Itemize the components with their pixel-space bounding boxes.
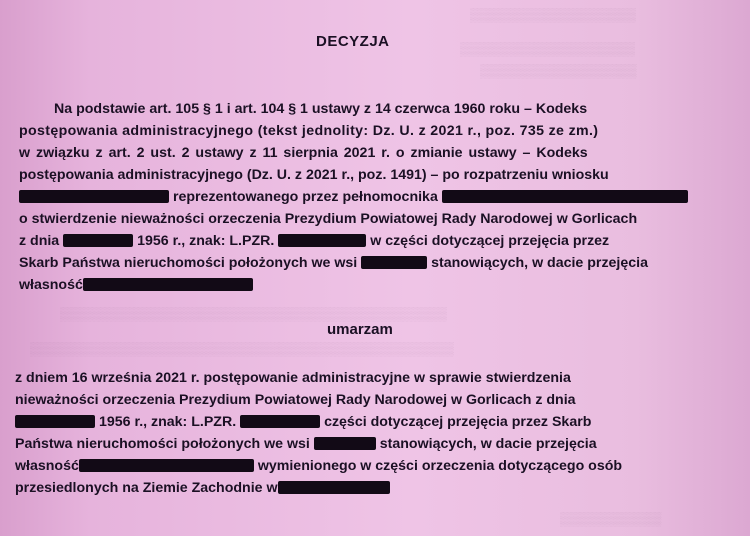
paragraph1-text: w części dotyczącej przejęcia przez <box>370 233 610 249</box>
paragraph2-line5 <box>15 458 622 475</box>
paragraph2-text: własność <box>15 458 79 474</box>
paragraph2-line3 <box>15 414 591 431</box>
paragraph1-line4: postępowania administracyjnego (Dz. U. z 2021 r., poz. 1491) – po rozpatrzeniu wniosku <box>19 167 609 183</box>
redaction-block <box>278 234 366 247</box>
bleed-through-text: ▒▒▒▒▒▒▒▒▒▒▒ <box>560 511 662 526</box>
document-title: DECYZJA <box>316 33 390 50</box>
paragraph1-line2: postępowania administracyjnego (tekst jednolity: Dz. U. z 2021 r., poz. 735 ze zm.) <box>19 123 599 139</box>
paragraph1-line6: o stwierdzenie nieważności orzeczenia Prezydium Powiatowej Rady Narodowej w Gorlicach <box>19 211 638 227</box>
paragraph1-text: z dnia <box>19 233 60 249</box>
redaction-block <box>83 278 253 291</box>
bleed-through-text: ▒▒▒▒▒▒▒▒▒▒▒▒▒▒▒▒▒ <box>480 63 637 78</box>
decision-word: umarzam <box>327 321 393 338</box>
redaction-block <box>15 415 95 428</box>
bleed-through-text: ▒▒▒▒▒▒▒▒▒▒▒▒▒▒▒▒▒▒▒▒▒▒▒▒▒▒▒▒▒▒▒▒▒▒▒▒▒▒▒▒▒▒ <box>60 306 447 321</box>
paragraph1-text: reprezentowanego przez pełnomocnika <box>172 189 438 205</box>
redaction-block <box>19 190 169 203</box>
paragraph1-line3: w związku z art. 2 ust. 2 ustawy z 11 sierpnia 2021 r. o zmianie ustawy – Kodeks <box>19 145 588 161</box>
paragraph2-text: stanowiących, w dacie przejęcia <box>379 436 597 452</box>
paragraph2-text: 1956 r., znak: L.PZR. <box>98 414 237 430</box>
paragraph1-line5 <box>19 189 688 206</box>
redaction-block <box>442 190 688 203</box>
paragraph1-text: stanowiących, w dacie przejęcia <box>431 255 648 271</box>
paragraph1-line1: Na podstawie art. 105 § 1 i art. 104 § 1 ustawy z 14 czerwca 1960 roku – Kodeks <box>54 101 588 117</box>
paragraph2-line2: nieważności orzeczenia Prezydium Powiatowej Rady Narodowej w Gorlicach z dnia <box>15 392 576 408</box>
paragraph1-text: Skarb Państwa nieruchomości położonych we wsi <box>19 255 358 271</box>
redaction-block <box>63 234 133 247</box>
paragraph2-line1: z dniem 16 września 2021 r. postępowanie administracyjne w sprawie stwierdzenia <box>15 370 571 386</box>
paragraph2-line6 <box>15 480 390 497</box>
paragraph2-line4 <box>15 436 597 453</box>
redaction-block <box>278 481 390 494</box>
paragraph1-line9 <box>19 277 253 294</box>
redaction-block <box>361 256 427 269</box>
bleed-through-text: ▒▒▒▒▒▒▒▒▒▒▒▒▒▒▒▒▒▒ <box>470 7 636 22</box>
redaction-block <box>240 415 320 428</box>
paragraph1-text: 1956 r., znak: L.PZR. <box>137 233 275 249</box>
paragraph2-text: części dotyczącej przejęcia przez Skarb <box>324 414 592 430</box>
paragraph1-line7 <box>19 233 609 250</box>
redaction-block <box>79 459 254 472</box>
paragraph2-text: przesiedlonych na Ziemie Zachodnie w <box>15 480 278 496</box>
paragraph1-text: własność <box>19 277 83 293</box>
redaction-block <box>314 437 376 450</box>
paragraph2-text: Państwa nieruchomości położonych we wsi <box>15 436 310 452</box>
bleed-through-text: ▒▒▒▒▒▒▒▒▒▒▒▒▒▒▒▒▒▒▒ <box>460 41 635 56</box>
paragraph2-text: wymienionego w części orzeczenia dotyczącego osób <box>257 458 623 474</box>
paragraph1-line8 <box>19 255 648 272</box>
bleed-through-text: ▒▒▒▒▒▒▒▒▒▒▒▒▒▒▒▒▒▒▒▒▒▒▒▒▒▒▒▒▒▒▒▒▒▒▒▒▒▒▒▒▒▒▒▒▒▒ <box>30 341 454 356</box>
